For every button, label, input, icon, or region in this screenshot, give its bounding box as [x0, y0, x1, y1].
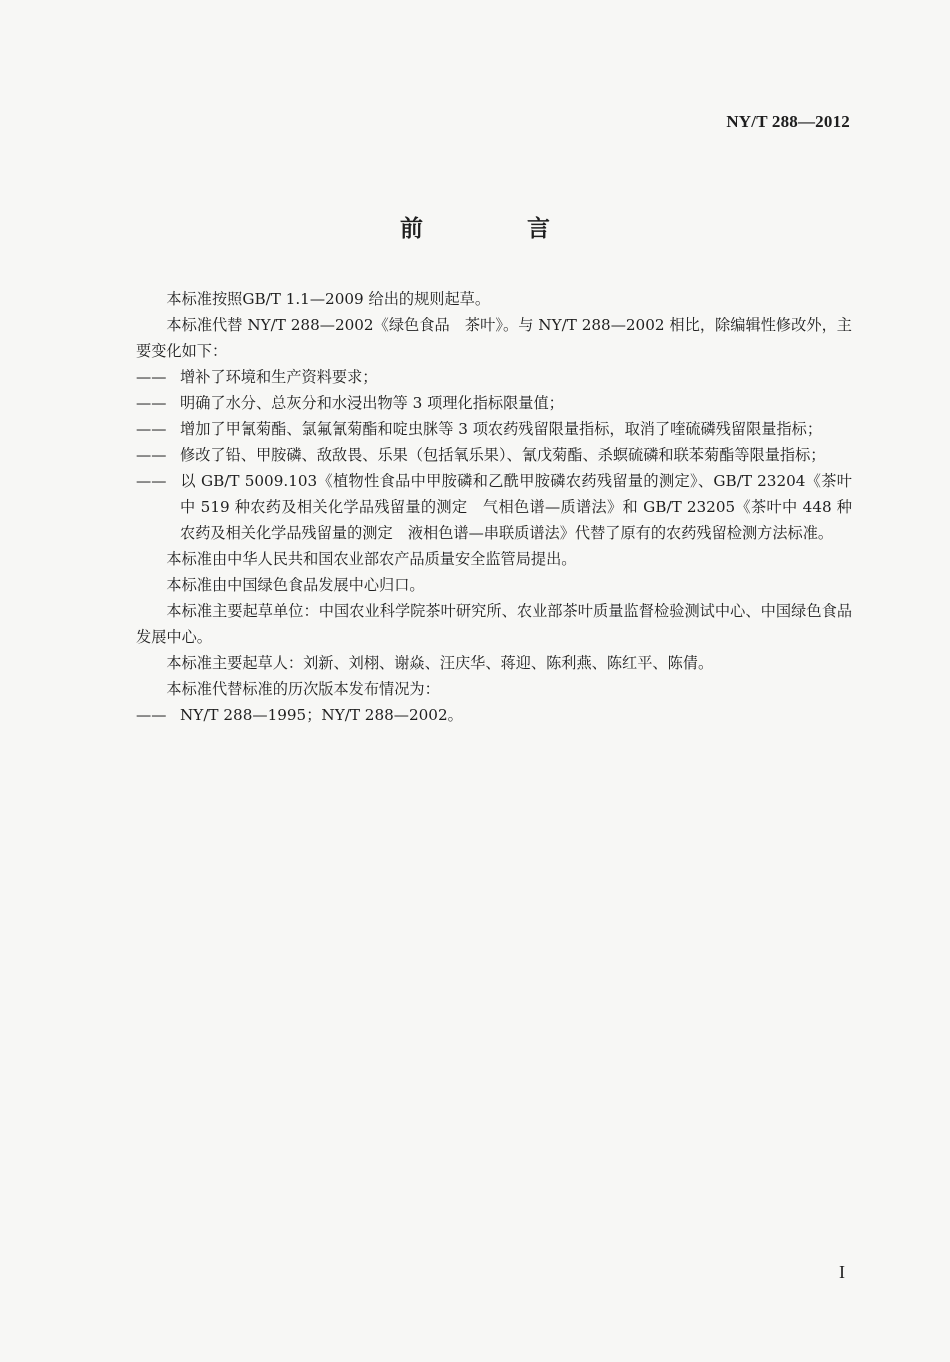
- page-title: 前 言: [399, 216, 598, 242]
- paragraph-drafting-rules: 本标准按照GB/T 1.1—2009 给出的规则起草。: [166, 290, 491, 308]
- dash-mark: ——: [136, 368, 167, 386]
- dash-mark: ——: [136, 446, 167, 464]
- paragraph-replaces: 本标准代替 NY/T 288—2002《绿色食品 茶叶》。与 NY/T 288—2002 相比，除编辑性修改外，主要变化如下：: [136, 316, 852, 360]
- dash-mark: ——: [136, 472, 167, 490]
- dash-mark: ——: [136, 706, 167, 724]
- change-item: [136, 468, 852, 546]
- paragraph-proposer: 本标准由中华人民共和国农业部农产品质量安全监管局提出。: [166, 550, 577, 568]
- history-text: NY/T 288—1995；NY/T 288—2002。: [180, 706, 463, 724]
- change-text: 明确了水分、总灰分和水浸出物等 3 项理化指标限量值；: [180, 394, 564, 412]
- change-item: [136, 364, 852, 390]
- paragraph-history-intro: 本标准代替标准的历次版本发布情况为：: [166, 680, 440, 698]
- foreword-body: [136, 286, 852, 728]
- paragraph-drafters: 本标准主要起草人：刘新、刘栩、谢焱、汪庆华、蒋迎、陈利燕、陈红平、陈倩。: [166, 654, 714, 672]
- change-text: 修改了铅、甲胺磷、敌敌畏、乐果（包括氧乐果）、氰戊菊酯、杀螟硫磷和联苯菊酯等限量指标；: [180, 446, 826, 464]
- paragraph-centralized: 本标准由中国绿色食品发展中心归口。: [166, 576, 425, 594]
- change-item: [136, 416, 852, 442]
- change-text: 增补了环境和生产资料要求；: [180, 368, 378, 386]
- change-item: [136, 442, 852, 468]
- paragraph-drafting-units: 本标准主要起草单位：中国农业科学院茶叶研究所、农业部茶叶质量监督检验测试中心、中国绿色食品发展中心。: [136, 602, 852, 646]
- change-text: 增加了甲氰菊酯、氯氟氰菊酯和啶虫脒等 3 项农药残留限量指标，取消了喹硫磷残留限量指标；: [180, 420, 823, 438]
- standard-code: NY/T 288—2012: [726, 112, 850, 131]
- change-item: [136, 390, 852, 416]
- history-item: [136, 702, 852, 728]
- dash-mark: ——: [136, 394, 167, 412]
- page-number: I: [839, 1262, 845, 1282]
- dash-mark: ——: [136, 420, 167, 438]
- change-text: 以 GB/T 5009.103《植物性食品中甲胺磷和乙酰甲胺磷农药残留量的测定》、GB/T 23204《茶叶中 519 种农药及相关化学品残留量的测定 气相色谱—质谱法》和 GB/T 23205《茶叶中 448 种农药及相关化学品残留量的测定 液相色谱—串联质谱法》代替了原有的农药残留检测方法标准。: [180, 472, 852, 542]
